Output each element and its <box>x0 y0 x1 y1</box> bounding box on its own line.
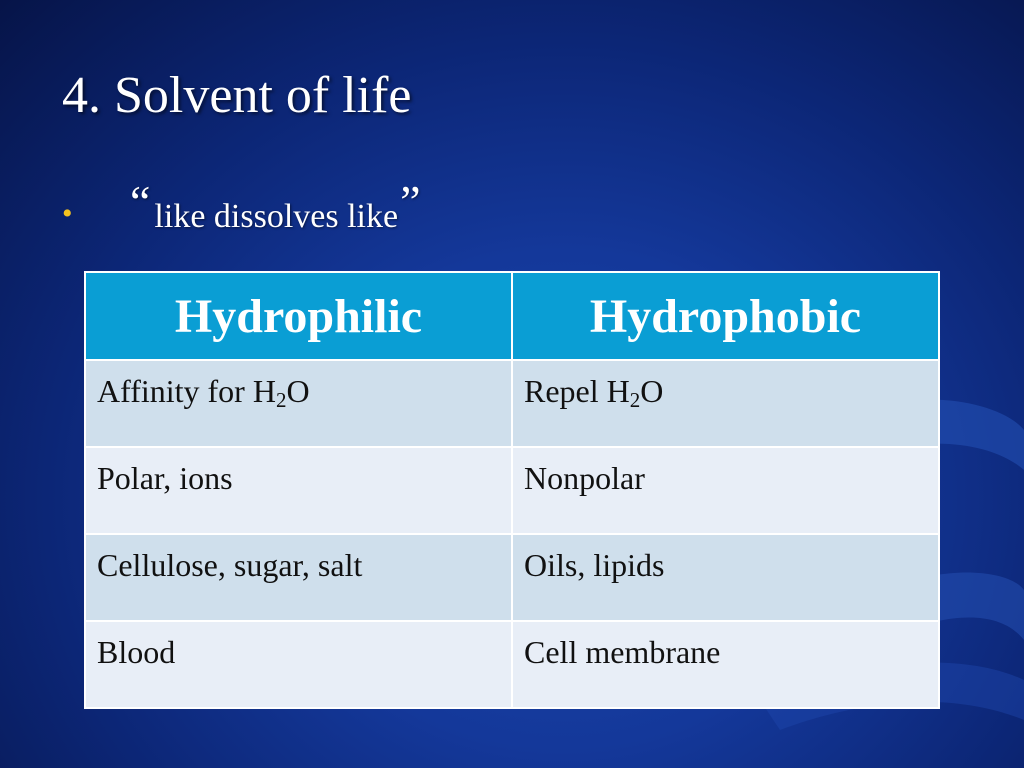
cell-hydrophilic: Polar, ions <box>85 447 512 534</box>
open-quote: “ <box>130 175 151 227</box>
bullet-phrase: like dissolves like <box>154 197 399 235</box>
cell-hydrophobic: Oils, lipids <box>512 534 939 621</box>
cell-hydrophobic: Nonpolar <box>512 447 939 534</box>
table-header-row <box>85 272 939 360</box>
table-row <box>85 360 939 447</box>
cell-text: O <box>286 373 310 409</box>
slide-title: 4. Solvent of life <box>62 67 412 124</box>
close-quote: ” <box>400 175 421 227</box>
cell-hydrophilic <box>85 360 512 447</box>
header-hydrophilic: Hydrophilic <box>85 272 512 360</box>
bullet-point <box>62 175 421 242</box>
cell-hydrophilic: Cellulose, sugar, salt <box>85 534 512 621</box>
cell-hydrophobic <box>512 360 939 447</box>
table-row <box>85 534 939 621</box>
subscript: 2 <box>629 388 641 412</box>
bullet-dot-icon: • <box>62 197 73 230</box>
table-row <box>85 447 939 534</box>
cell-hydrophobic: Cell membrane <box>512 621 939 708</box>
cell-text: Repel H <box>524 373 630 409</box>
table-row <box>85 621 939 708</box>
bullet-text <box>118 175 421 245</box>
subscript: 2 <box>275 388 287 412</box>
header-hydrophobic: Hydrophobic <box>512 272 939 360</box>
cell-hydrophilic: Blood <box>85 621 512 708</box>
cell-text: Affinity for H <box>97 373 276 409</box>
comparison-table <box>84 271 940 709</box>
cell-text: O <box>640 373 664 409</box>
